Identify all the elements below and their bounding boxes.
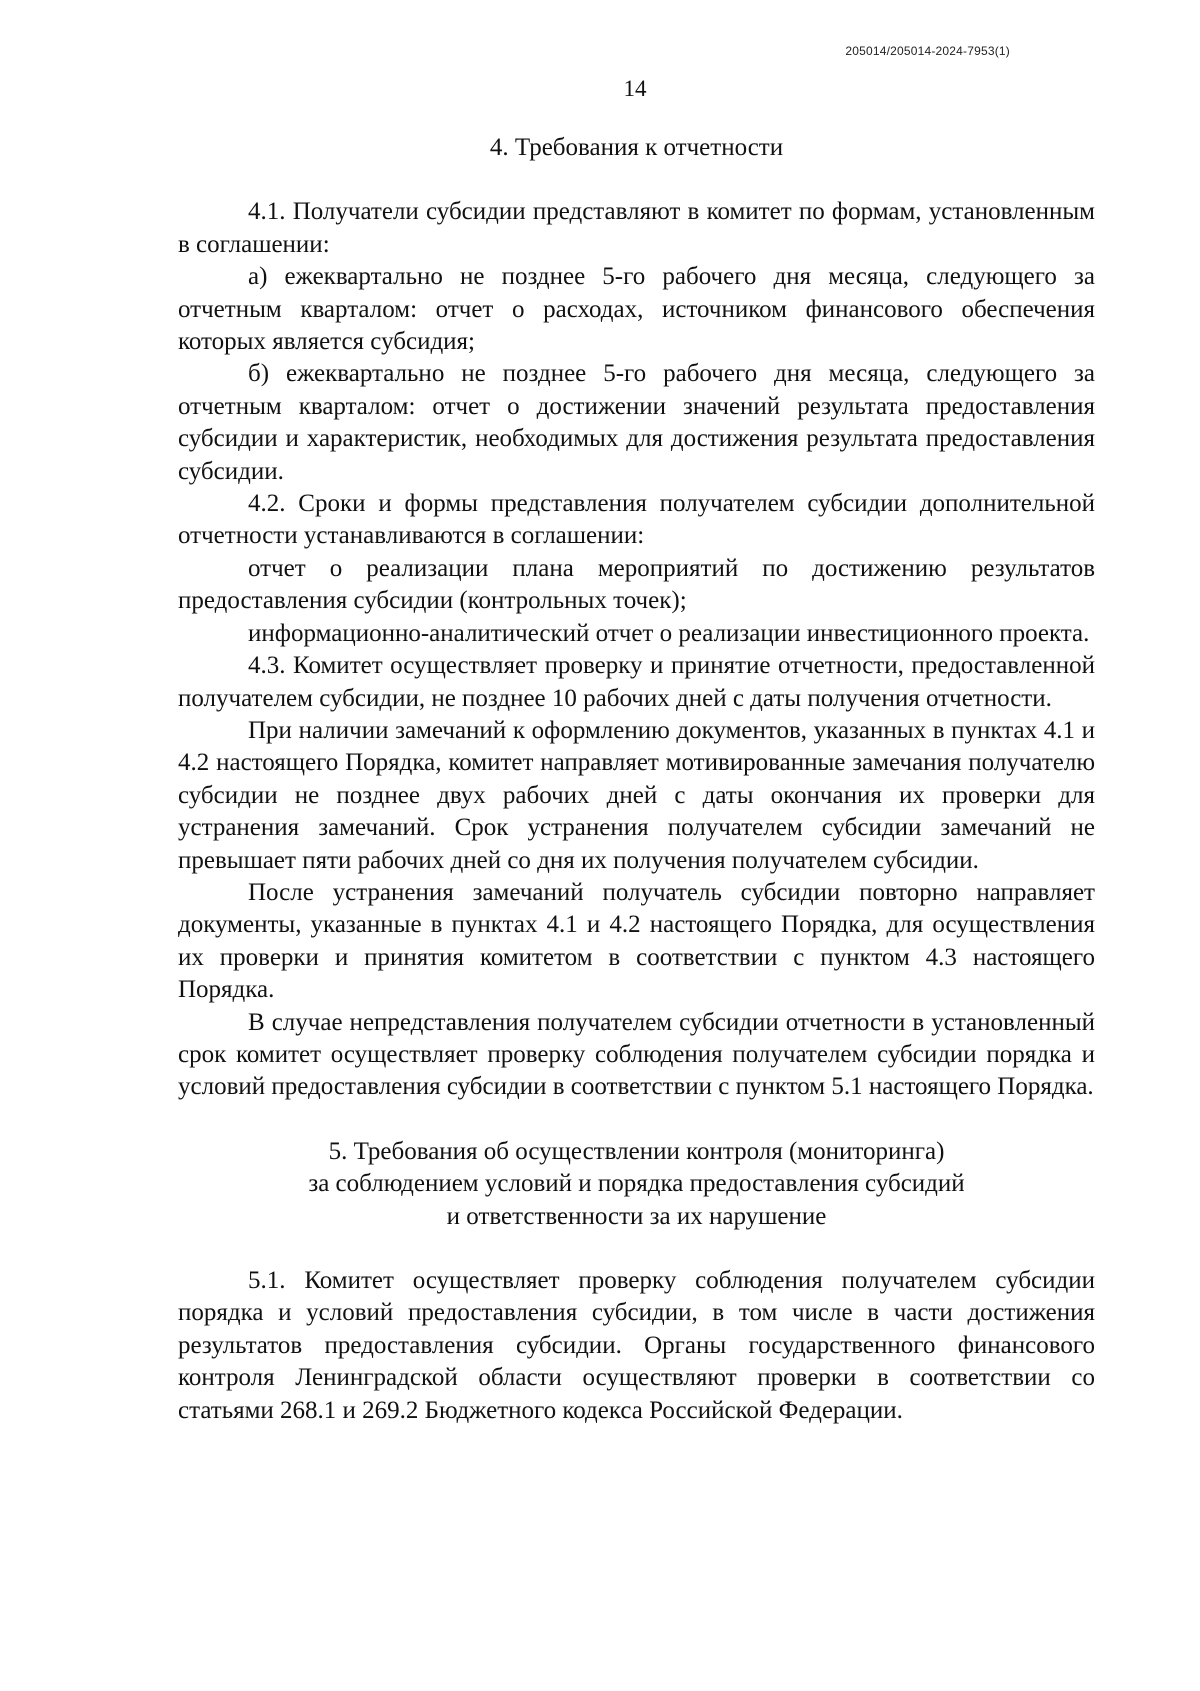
paragraph-4-3: 4.3. Комитет осуществляет проверку и принятие отчетности, предоставленной получателем субсидии, не позднее 10 рабочих дней с даты получения отчетности. xyxy=(178,652,1095,712)
paragraph-4-2-item-2: информационно-аналитический отчет о реализации инвестиционного проекта. xyxy=(248,619,1090,647)
section-5-heading-line-2: за соблюдением условий и порядка предоставления субсидий xyxy=(308,1170,965,1198)
paragraph-non-submission: В случае непредставления получателем субсидии отчетности в установленный срок комитет осуществляет проверку соблюдения получателем субсидии порядка и условий предоставления субсидии в соответствии с пунктом 5.1 настоящего Порядка. xyxy=(178,1008,1095,1101)
paragraph-4-2-item-1: отчет о реализации плана мероприятий по достижению результатов предоставления субсидии (контрольных точек); xyxy=(178,554,1095,615)
paragraph-4-1-a: а) ежеквартально не позднее 5-го рабочего дня месяца, следующего за отчетным кварталом: отчет о расходах, источником финансового обеспечения которых является субсидия; xyxy=(178,263,1095,356)
section-5-heading-line-3: и ответственности за их нарушение xyxy=(446,1202,827,1230)
paragraph-4-1: 4.1. Получатели субсидии представляют в комитет по формам, установленным в соглашении: xyxy=(178,198,1095,258)
paragraph-4-1-b: б) ежеквартально не позднее 5-го рабочего дня месяца, следующего за отчетным кварталом: отчет о достижении значений результата предоставления субсидии и характеристик, необходимых для достижения результата предоставления субсидии. xyxy=(178,360,1095,485)
document-body xyxy=(178,132,1095,1427)
document-id: 205014/205014-2024-7953(1) xyxy=(845,44,1010,58)
paragraph-4-2: 4.2. Сроки и формы представления получателем субсидии дополнительной отчетности устанавливаются в соглашении: xyxy=(178,490,1095,550)
page-number: 14 xyxy=(623,76,647,101)
paragraph-5-1: 5.1. Комитет осуществляет проверку соблюдения получателем субсидии порядка и условий предоставления субсидии, в том числе в части достижения результатов предоставления субсидии. Органы государственного финансового контроля Ленинградской области осуществляют проверки в соответствии со статьями 268.1 и 269.2 Бюджетного кодекса Российской Федерации. xyxy=(178,1267,1095,1424)
paragraph-remarks: При наличии замечаний к оформлению документов, указанных в пунктах 4.1 и 4.2 настоящего Порядка, комитет направляет мотивированные замечания получателю субсидии не позднее двух рабочих дней с даты окончания их проверки для устранения замечаний. Срок устранения получателем субсидии замечаний не превышает пяти рабочих дней со дня их получения получателем субсидии. xyxy=(178,716,1095,874)
section-5-heading xyxy=(178,1136,1095,1233)
paragraph-after-remarks: После устранения замечаний получатель субсидии повторно направляет документы, указанные в пунктах 4.1 и 4.2 настоящего Порядка, для осуществления их проверки и принятия комитетом в соответствии с пунктом 4.3 настоящего Порядка. xyxy=(178,878,1095,1004)
section-4-heading: 4. Требования к отчетности xyxy=(489,134,784,161)
section-5-heading-line-1: 5. Требования об осуществлении контроля (мониторинга) xyxy=(328,1137,945,1165)
